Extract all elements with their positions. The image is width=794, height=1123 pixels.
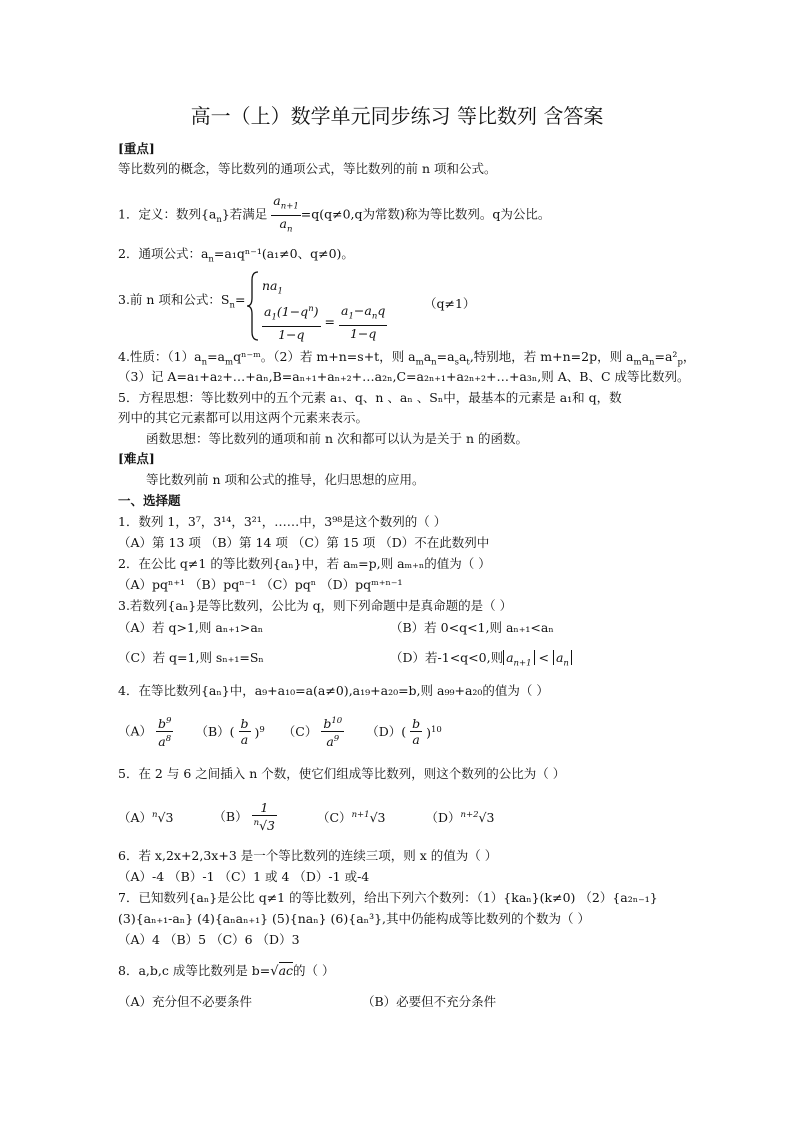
property-line-2: （3）记 A=a₁+a₂+…+aₙ,B=aₙ₊₁+aₙ₊₂+…a₂ₙ,C=a₂ₙ₊₁+a₂ₙ₊₂+…+a₃ₙ,则 A、B、C 成等比数列。 bbox=[118, 369, 690, 384]
question-3-option-c: （C）若 q=1,则 sₙ₊₁=Sₙ bbox=[118, 650, 264, 665]
question-4: 4．在等比数列{aₙ}中，a₉+a₁₀=a(a≠0),a₁₉+a₂₀=b,则 a₉₉+a₂₀的值为（ ） bbox=[118, 683, 549, 698]
difficult-header: [难点] bbox=[118, 451, 155, 466]
method-line-2: 列中的其它元素都可以用这两个元素来表示。 bbox=[118, 410, 369, 425]
q3-d-text: （D）若-1<q<0,则 bbox=[390, 650, 504, 665]
section-choice-title: 一、选择题 bbox=[118, 493, 181, 508]
function-idea-line: 函数思想：等比数列的通项和前 n 次和都可以认为是关于 n 的函数。 bbox=[146, 431, 528, 446]
question-6-options: （A）-4 （B）-1 （C）1 或 4 （D）-1 或-4 bbox=[118, 869, 370, 884]
question-5-options: $(A)^n√3$ （B） $\frac{1}{^n√3}$ $(C)^{n+1}√3$ $(D)^{n+2}√3$ bbox=[118, 800, 495, 834]
def-prefix: 1．定义：数列{a bbox=[118, 206, 217, 222]
question-7-line-2: (3){aₙ₊₁-aₙ} (4){aₙaₙ₊₁} (5){naₙ} (6){aₙ³},其中仍能构成等比数列的个数为（ ） bbox=[118, 911, 590, 926]
prop-1e: ,特别地，若 m+n=2p，则 a bbox=[469, 349, 634, 364]
prop-1c: qⁿ⁻ᵐ。（2）若 m+n=s+t，则 a bbox=[233, 349, 416, 364]
method-line-1: 5．方程思想：等比数列中的五个元素 a₁、q、n 、aₙ 、Sₙ中，最基本的元素是 a₁和 q，数 bbox=[118, 390, 622, 405]
ratio-fraction: $\frac{a_{n+1}}{a_n}$ bbox=[273, 193, 299, 234]
question-3-option-b: （B）若 0<q<1,则 aₙ₊₁<aₙ bbox=[390, 620, 554, 635]
question-4-options: （A） $\frac{b^9}{a^8}$ （B）( $\frac{b}{a}$ )$^9$ （C） $\frac{b^{10}}{a^9}$ （D）( $\frac{b}{a}$ )$^{10}$ bbox=[118, 716, 442, 750]
question-7-options: （A）4 （B）5 （C）6 （D）3 bbox=[118, 932, 300, 947]
question-3-option-a: （A）若 q>1,则 aₙ₊₁>aₙ bbox=[118, 620, 264, 635]
prop-1d: =a bbox=[436, 349, 455, 364]
left-brace-icon bbox=[246, 270, 262, 342]
question-8: 8．a,b,c 成等比数列是 b=√ac的（ ） bbox=[118, 963, 335, 979]
difficult-text: 等比数列前 n 项和公式的推导，化归思想的应用。 bbox=[146, 472, 425, 487]
key-points-text: 等比数列的概念，等比数列的通项公式，等比数列的前 n 项和公式。 bbox=[118, 161, 497, 176]
prop-1a: 4.性质：（1）a bbox=[118, 349, 202, 364]
definition-line: 1．定义：数列$\{a_n\}$若满足 $\frac{a_{n+1}}{a_n}$ =q(q≠0,q为常数)称为等比数列。q为公比。 bbox=[118, 193, 550, 237]
general-term-line: 2．通项公式：$a_n=a_1q^{n-1}(a_1\ne 0$、q≠0)。 bbox=[118, 246, 354, 265]
sum-prefix: 3.前 n 项和公式：S bbox=[118, 292, 230, 307]
question-2-options: （A）pqⁿ⁺¹ （B）pqⁿ⁻¹ （C）pqⁿ （D）pqᵐ⁺ⁿ⁻¹ bbox=[118, 577, 403, 592]
question-5: 5．在 2 与 6 之间插入 n 个数，使它们组成等比数列，则这个数列的公比为（ ） bbox=[118, 766, 566, 781]
question-6: 6．若 x,2x+2,3x+3 是一个等比数列的连续三项，则 x 的值为（ ） bbox=[118, 848, 498, 863]
q8-end: 的（ ） bbox=[293, 963, 335, 978]
question-3-option-d: （D）若-1<q<0,则 $a_{n+1} < a_n$ bbox=[390, 650, 572, 672]
sum-case-fraction: $\frac{a_1(1-q^n)}{1-q}$ = $\frac{a_1-a_nq}{1-q}$ bbox=[264, 303, 386, 342]
question-3: 3.若数列{aₙ}是等比数列，公比为 q，则下列命题中是真命题的是（ ） bbox=[118, 598, 513, 613]
sum-case-na1: $na_1$ bbox=[262, 278, 283, 297]
page-title: 高一（上）数学单元同步练习 等比数列 含答案 bbox=[190, 104, 604, 128]
prop-1f: =a² bbox=[654, 349, 678, 364]
question-7-line-1: 7．已知数列{aₙ}是公比 q≠1 的等比数列，给出下列六个数列：（1）{kaₙ}(k≠0) （2）{a₂ₙ₋₁} bbox=[118, 890, 658, 905]
sum-formula-line: 3.前 n 项和公式：$S_n=$ bbox=[118, 292, 246, 311]
question-8-option-b: （B）必要但不充分条件 bbox=[362, 994, 497, 1009]
general-term-prefix: 2．通项公式：a bbox=[118, 246, 209, 261]
question-8-option-a: （A）充分但不必要条件 bbox=[118, 994, 253, 1009]
general-term-rest: =a₁qⁿ⁻¹(a₁≠0、q≠0)。 bbox=[213, 246, 354, 261]
def-mid: }若满足 bbox=[221, 206, 268, 222]
sum-condition: （q≠1） bbox=[424, 296, 476, 311]
key-points-header: [重点] bbox=[118, 141, 155, 156]
def-suffix: =q(q≠0,q为常数)称为等比数列。q为公比。 bbox=[300, 206, 551, 222]
prop-1b: =a bbox=[207, 349, 226, 364]
q8-text: 8．a,b,c 成等比数列是 b= bbox=[118, 963, 271, 978]
question-1-options: （A）第 13 项 （B）第 14 项 （C）第 15 项 （D）不在此数列中 bbox=[118, 535, 490, 550]
question-2: 2．在公比 q≠1 的等比数列{aₙ}中，若 aₘ=p,则 aₘ₊ₙ的值为（ ） bbox=[118, 556, 491, 571]
question-1: 1．数列 1，3⁷，3¹⁴，3²¹，……中，3⁹⁸是这个数列的（ ） bbox=[118, 514, 447, 529]
property-line-1: 4.性质：$(1)a_n=a_mq^{n-}ᵐ$。（2）若 m+n=s+t，则 $a_ma_n=a_sa_t$,特别地，若 m+n=2p，则 $a_ma_n=a^2_p$， bbox=[118, 349, 696, 368]
